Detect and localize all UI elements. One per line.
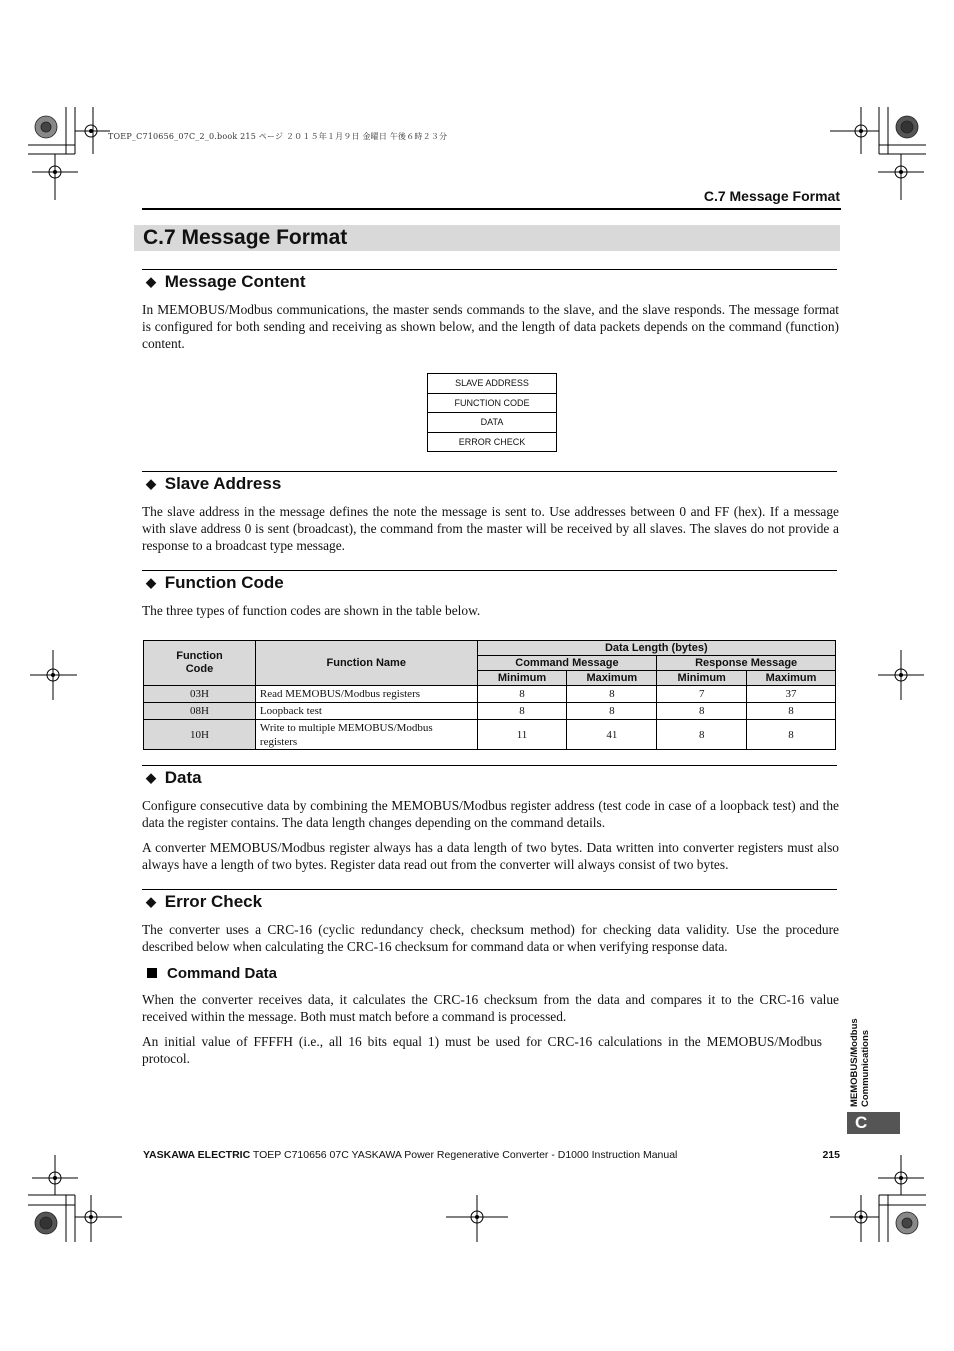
cell-resp-min: 7 — [657, 686, 747, 703]
message-content-paragraph: In MEMOBUS/Modbus communications, the master sends commands to the slave, and the slave responds. The message format is configured for both sending and receiving as shown below, and the length of data packets depends on the command (function) content. — [142, 302, 839, 352]
running-header: C.7 Message Format — [703, 188, 840, 204]
print-info-line: TOEP_C710656_07C_2_0.book 215 ページ ２０１５年１月９日 金曜日 午後６時２３分 — [108, 132, 448, 141]
cell-resp-min: 8 — [657, 720, 747, 750]
chapter-tab-letter: C — [855, 1113, 868, 1132]
section-rule — [142, 269, 837, 270]
data-paragraph-1: Configure consecutive data by combining the MEMOBUS/Modbus register address (test code in case of a loopback test) and the data the register contains. The data length changes depending on the command details. — [142, 798, 839, 831]
section-heading-text: Error Check — [164, 892, 263, 911]
cell-name: Write to multiple MEMOBUS/Modbus registers — [255, 720, 477, 750]
header-command-max: Maximum — [567, 671, 657, 686]
header-command-min: Minimum — [477, 671, 567, 686]
function-code-table — [143, 640, 836, 750]
table-row — [144, 703, 836, 720]
diamond-icon: ◆ — [146, 770, 156, 785]
format-field-slave-address: SLAVE ADDRESS — [428, 374, 556, 394]
section-rule — [142, 471, 837, 472]
cell-cmd-max: 8 — [567, 686, 657, 703]
diamond-icon: ◆ — [146, 476, 156, 491]
cell-name: Read MEMOBUS/Modbus registers — [255, 686, 477, 703]
error-check-paragraph: The converter uses a CRC-16 (cyclic redundancy check, checksum method) for checking data validity. Use the procedure described below when calculating the CRC-16 checksum for command data or when verifying response data. — [142, 922, 839, 955]
cell-resp-min: 8 — [657, 703, 747, 720]
chapter-title: C.7 Message Format — [143, 226, 348, 249]
chapter-title-bar — [134, 225, 840, 251]
section-heading-message-content — [146, 272, 305, 292]
cell-code: 08H — [144, 703, 256, 720]
section-heading-slave-address — [146, 474, 281, 494]
format-field-error-check: ERROR CHECK — [458, 436, 526, 447]
cell-code: 10H — [144, 720, 256, 750]
section-rule — [142, 765, 837, 766]
cell-cmd-min: 11 — [477, 720, 567, 750]
cell-resp-max: 8 — [747, 703, 836, 720]
header-data-length: Data Length (bytes) — [477, 641, 835, 656]
message-format-diagram — [427, 373, 557, 452]
cell-resp-max: 8 — [747, 720, 836, 750]
diamond-icon: ◆ — [146, 575, 156, 590]
cell-cmd-max: 41 — [567, 720, 657, 750]
subsection-heading-command-data — [147, 965, 277, 982]
cell-cmd-min: 8 — [477, 703, 567, 720]
command-data-paragraph-2: An initial value of FFFFH (i.e., all 16 bits equal 1) must be used for CRC-16 calculations in the MEMOBUS/Modbus protocol. — [142, 1034, 822, 1067]
subsection-heading-text: Command Data — [167, 965, 278, 982]
diamond-icon: ◆ — [146, 894, 156, 909]
header-response-min: Minimum — [657, 671, 747, 686]
function-code-paragraph: The three types of function codes are shown in the table below. — [142, 603, 481, 618]
side-tab-line-2: Communications — [859, 1029, 871, 1107]
table-row — [144, 720, 836, 750]
header-function-name: Function Name — [255, 641, 477, 686]
section-heading-error-check — [146, 892, 262, 912]
section-heading-text: Message Content — [164, 272, 306, 291]
cell-code: 03H — [144, 686, 256, 703]
header-command-message: Command Message — [477, 656, 657, 671]
cell-cmd-min: 8 — [477, 686, 567, 703]
cell-name: Loopback test — [255, 703, 477, 720]
footer-text: TOEP C710656 07C YASKAWA Power Regenerative Converter - D1000 Instruction Manual — [250, 1149, 678, 1161]
side-tab-line-1: MEMOBUS/Modbus — [849, 1018, 860, 1107]
header-response-max: Maximum — [747, 671, 836, 686]
slave-address-paragraph: The slave address in the message defines the note the message is sent to. Use addresses between 0 and FF (hex). If a message with slave address 0 is sent (broadcast), the command from the master will be received by all slaves. The slaves do not provide a response to a broadcast type message. — [142, 504, 839, 554]
header-function-code: Function Code — [144, 641, 256, 686]
format-field-function-code: FUNCTION CODE — [428, 394, 556, 414]
section-heading-data — [146, 768, 202, 788]
section-heading-text: Data — [164, 768, 202, 787]
diamond-icon: ◆ — [146, 274, 156, 289]
section-heading-function-code — [146, 573, 284, 593]
chapter-tab — [847, 1112, 900, 1134]
section-heading-text: Slave Address — [164, 474, 282, 493]
header-response-message: Response Message — [657, 656, 836, 671]
command-data-paragraph-1: When the converter receives data, it calculates the CRC-16 checksum from the data and compares it to the CRC-16 value received within the message. Both must match before a command is processed. — [142, 992, 839, 1025]
section-heading-text: Function Code — [164, 573, 284, 592]
cell-cmd-max: 8 — [567, 703, 657, 720]
format-field-data: DATA — [428, 413, 556, 433]
table-row — [144, 686, 836, 703]
square-bullet-icon — [147, 968, 157, 978]
footer-brand: YASKAWA ELECTRIC — [143, 1149, 251, 1161]
side-tab-label — [850, 1018, 871, 1107]
section-rule — [142, 570, 837, 571]
page-number: 215 — [822, 1149, 840, 1161]
cell-resp-max: 37 — [747, 686, 836, 703]
data-paragraph-2: A converter MEMOBUS/Modbus register always has a data length of two bytes. Data written into converter registers must also always have a length of two bytes. Register data read out from the converter will always consist of two bytes. — [142, 840, 839, 873]
footer — [143, 1149, 677, 1161]
section-rule — [142, 889, 837, 890]
header-rule — [142, 208, 841, 210]
